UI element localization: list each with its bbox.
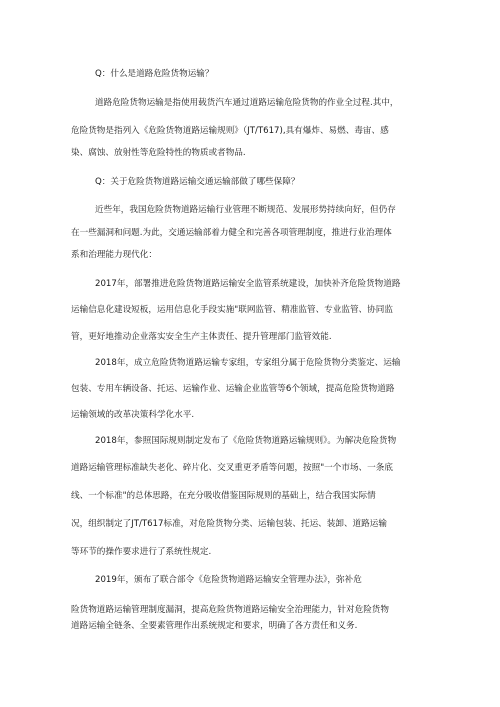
paragraph-4-line-2: 包装、专用车辆设备、托运、运输作业、运输企业监管等6个领域，提高危险货物道路 bbox=[71, 384, 395, 394]
paragraph-5-line-3: 线、一个标准"的总体思路，在充分吸收借鉴国际规则的基础上，结合我国实际情 bbox=[71, 491, 376, 501]
paragraph-4-line-1: 2018年，成立危险货物道路运输专家组，专家组分属于危险货物分类鉴定、运输 bbox=[95, 358, 401, 368]
question-1: Q：什么是道路危险货物运输？ bbox=[95, 69, 214, 79]
answer-1-line-1: 道路危险货物运输是指使用载货汽车通过道路运输危险货物的作业全过程.其中， bbox=[95, 98, 399, 108]
paragraph-5-line-1: 2018年，参照国际规则制定发布了《危险货物道路运输规则》。为解决危险货物 bbox=[95, 436, 397, 446]
paragraph-5-line-5: 等环节的操作要求进行了系统性规定. bbox=[71, 547, 212, 557]
answer-1-line-3: 染、腐蚀、放射性等危险特性的物质或者物品. bbox=[71, 148, 246, 158]
paragraph-3-line-2: 运输信息化建设短板，运用信息化手段实施"联网监管、精准监管、专业监管、协同监 bbox=[71, 305, 393, 315]
paragraph-5-line-4: 况，组织制定了JT/T617标准，对危险货物分类、运输包装、托运、装卸、道路运输 bbox=[71, 519, 387, 529]
paragraph-3-line-1: 2017年，部署推进危险货物道路运输安全监管系统建设，加快补齐危险货物道路 bbox=[95, 279, 401, 289]
answer-1-line-2: 危险货物是指列入《危险货物道路运输规则》（JT/T617),具有爆炸、易燃、毒宙、感 bbox=[71, 126, 389, 136]
paragraph-4-line-3: 运输领域的改革决策科学化水平. bbox=[71, 410, 195, 420]
paragraph-3-line-3: 管，更好地推动企业落实安全生产主体责任、提升管理部门监管效能. bbox=[71, 332, 332, 342]
paragraph-2-line-1: 近些年，我国危险货物道路运输行业管理不断规范、发展形势持续向好，但仍存 bbox=[95, 205, 396, 215]
paragraph-6-line-3: 道路运输全链条、全要素管理作出系统规定和要求，明确了各方责任和义务. bbox=[71, 621, 358, 631]
paragraph-6-line-1: 2019年，颁布了联合部令《危险货物道路运输安全管理办法》，弥补危 bbox=[95, 575, 362, 585]
question-2: Q：关于危险货物道路运输交通运输部做了哪些保障？ bbox=[95, 177, 300, 187]
paragraph-2-line-3: 系和治理能力现代化： bbox=[71, 250, 157, 260]
paragraph-2-line-2: 在一些漏洞和问题.为此，交通运输部着力健全和完善各项管理制度，推进行业治理体 bbox=[71, 228, 392, 238]
paragraph-5-line-2: 道路运输管理标准缺失老化、碎片化、交叉重更矛盾等问题，按照"一个市场、一条底 bbox=[71, 463, 393, 473]
paragraph-6-line-2: 险货物道路运输管理制度漏洞，提高危险货物道路运输安全治理能力，针对危险货物 bbox=[71, 605, 389, 615]
